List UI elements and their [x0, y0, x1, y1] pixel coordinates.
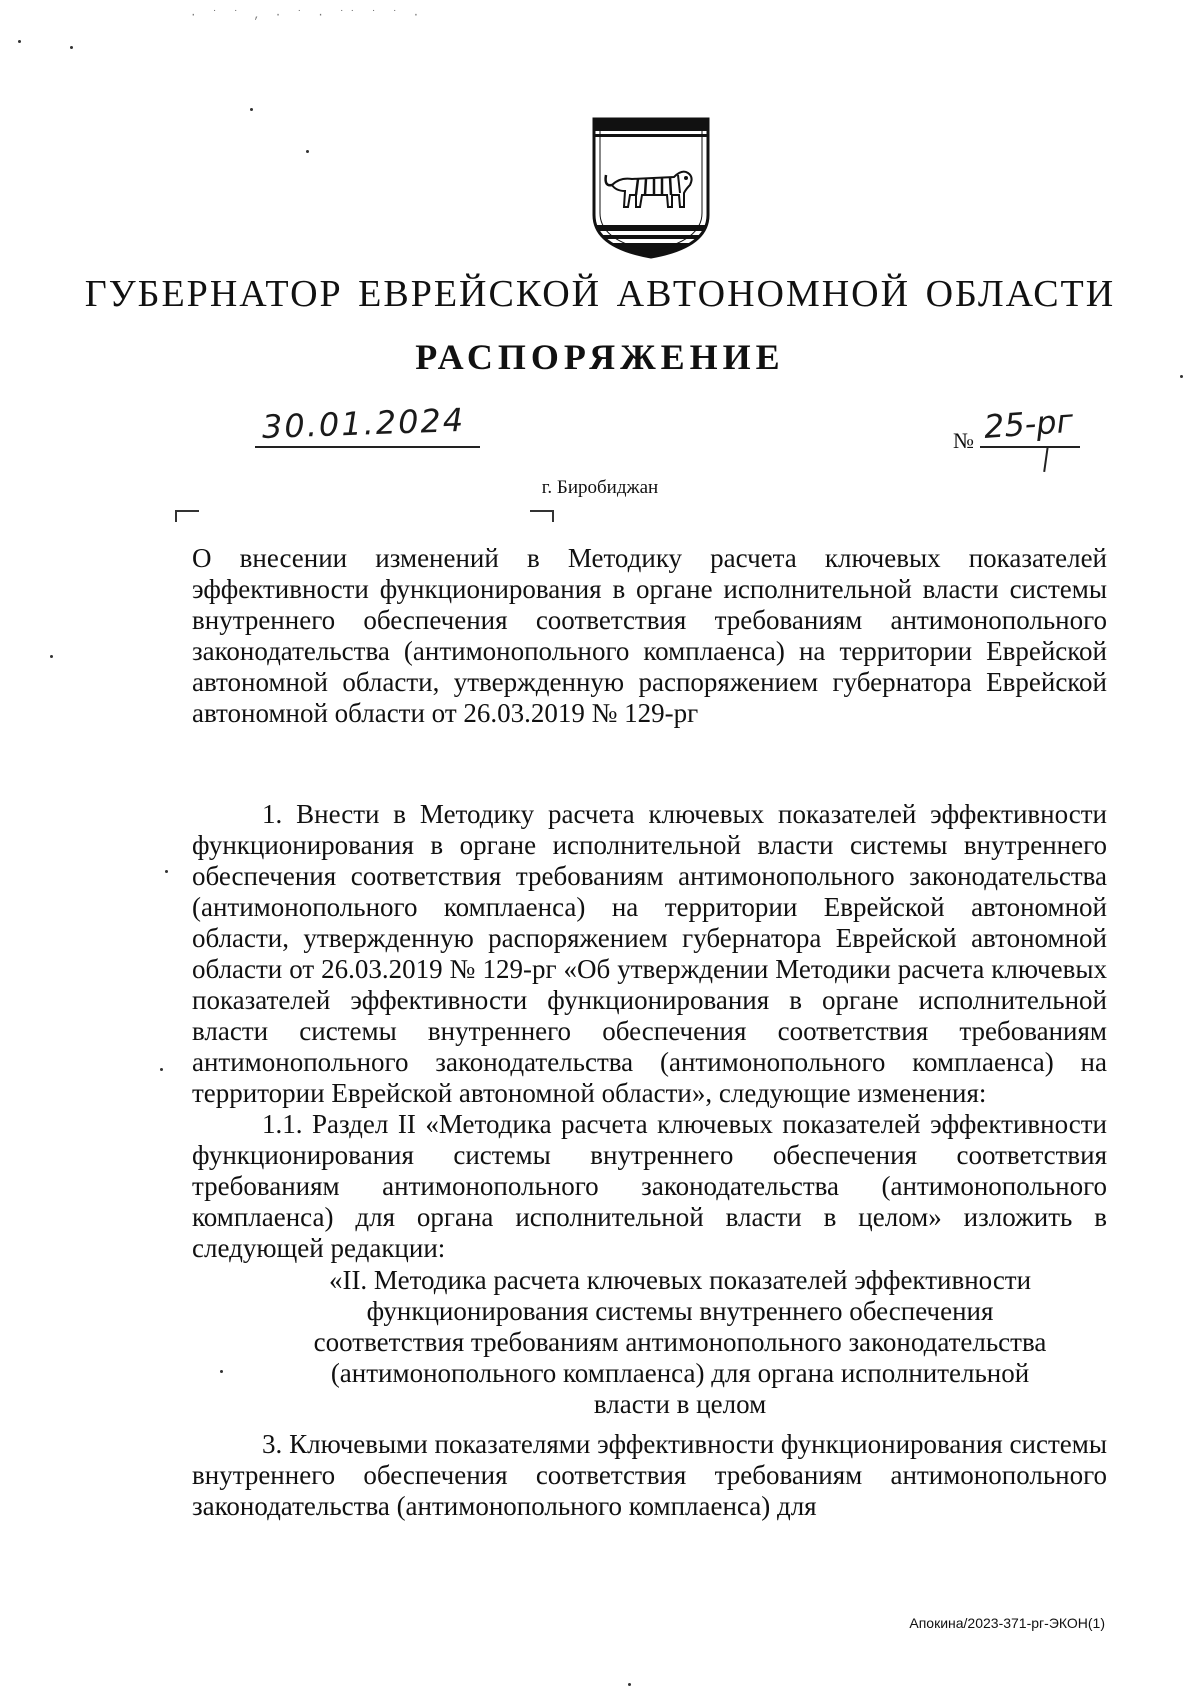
scan-noise: · ˙ ˙ , · ˙ · ˙˙ ˙ ˙ ·: [190, 10, 424, 22]
title-corner-left: [175, 510, 199, 522]
scan-speck: [18, 40, 21, 43]
scan-speck: [160, 1068, 163, 1071]
section-ii-heading: «II. Методика расчета ключевых показателей эффективности функционирования системы внутреннего обеспечения соответствия требованиям антимонопольного законодательства (антимонопольного комплаенса) для органа исполнительной власти в целом: [313, 1265, 1047, 1419]
scan-speck: [220, 1370, 223, 1373]
paragraph-3: 3. Ключевыми показателями эффективности функционирования системы внутреннего обеспечения соответствия требованиям антимонопольного законодательства (антимонопольного комплаенса) для: [192, 1429, 1107, 1521]
number-underline: [980, 446, 1080, 448]
date-underline: [255, 446, 480, 448]
handwritten-document-number: 25-рг: [982, 401, 1075, 446]
issuing-authority-title: ГУБЕРНАТОР ЕВРЕЙСКОЙ АВТОНОМНОЙ ОБЛАСТИ: [84, 273, 1116, 315]
paragraph-1-1: 1.1. Раздел II «Методика расчета ключевых показателей эффективности функционирования системы внутреннего обеспечения соответствия требованиям антимонопольного законодательства (антимонопольного комплаенса) для органа исполнительной власти в целом» изложить в следующей редакции:: [192, 1109, 1107, 1263]
city-of-issue: г. Биробиджан: [541, 477, 659, 498]
handwritten-date: 30.01.2024: [261, 400, 466, 446]
scan-speck: [50, 655, 53, 658]
number-pen-stroke: [1043, 446, 1049, 472]
scan-speck: [165, 870, 168, 873]
scan-speck: [306, 150, 309, 153]
scan-speck: [628, 1683, 631, 1686]
number-sign: №: [953, 428, 974, 453]
document-subject-title: О внесении изменений в Методику расчета ключевых показателей эффективности функционирования в органе исполнительной власти системы внутреннего обеспечения соответствия требованиям антимонопольного законодательства (антимонопольного комплаенса) на территории Еврейской автономной области, утвержденную распоряжением губернатора Еврейской автономной области от 26.03.2019 № 129-рг: [192, 543, 1107, 728]
scan-speck: [250, 108, 253, 111]
document-type-title: РАСПОРЯЖЕНИЕ: [415, 337, 785, 377]
tiger-coat-of-arms-icon: [590, 115, 712, 261]
footer-document-code: Апокина/2023-371-рг-ЭКОН(1): [909, 1615, 1105, 1631]
title-corner-right: [530, 510, 554, 522]
paragraph-1: 1. Внести в Методику расчета ключевых показателей эффективности функционирования в органе исполнительной власти системы внутреннего обеспечения соответствия требованиям антимонопольного законодательства (антимонопольного комплаенса) на территории Еврейской автономной области, утвержденную распоряжением губернатора Еврейской автономной области от 26.03.2019 № 129-рг «Об утверждении Методики расчета ключевых показателей эффективности функционирования в органе исполнительной власти системы внутреннего обеспечения соответствия требованиям антимонопольного законодательства (антимонопольного комплаенса) на территории Еврейской автономной области», следующие изменения:: [192, 799, 1107, 1108]
scan-speck: [70, 46, 73, 49]
